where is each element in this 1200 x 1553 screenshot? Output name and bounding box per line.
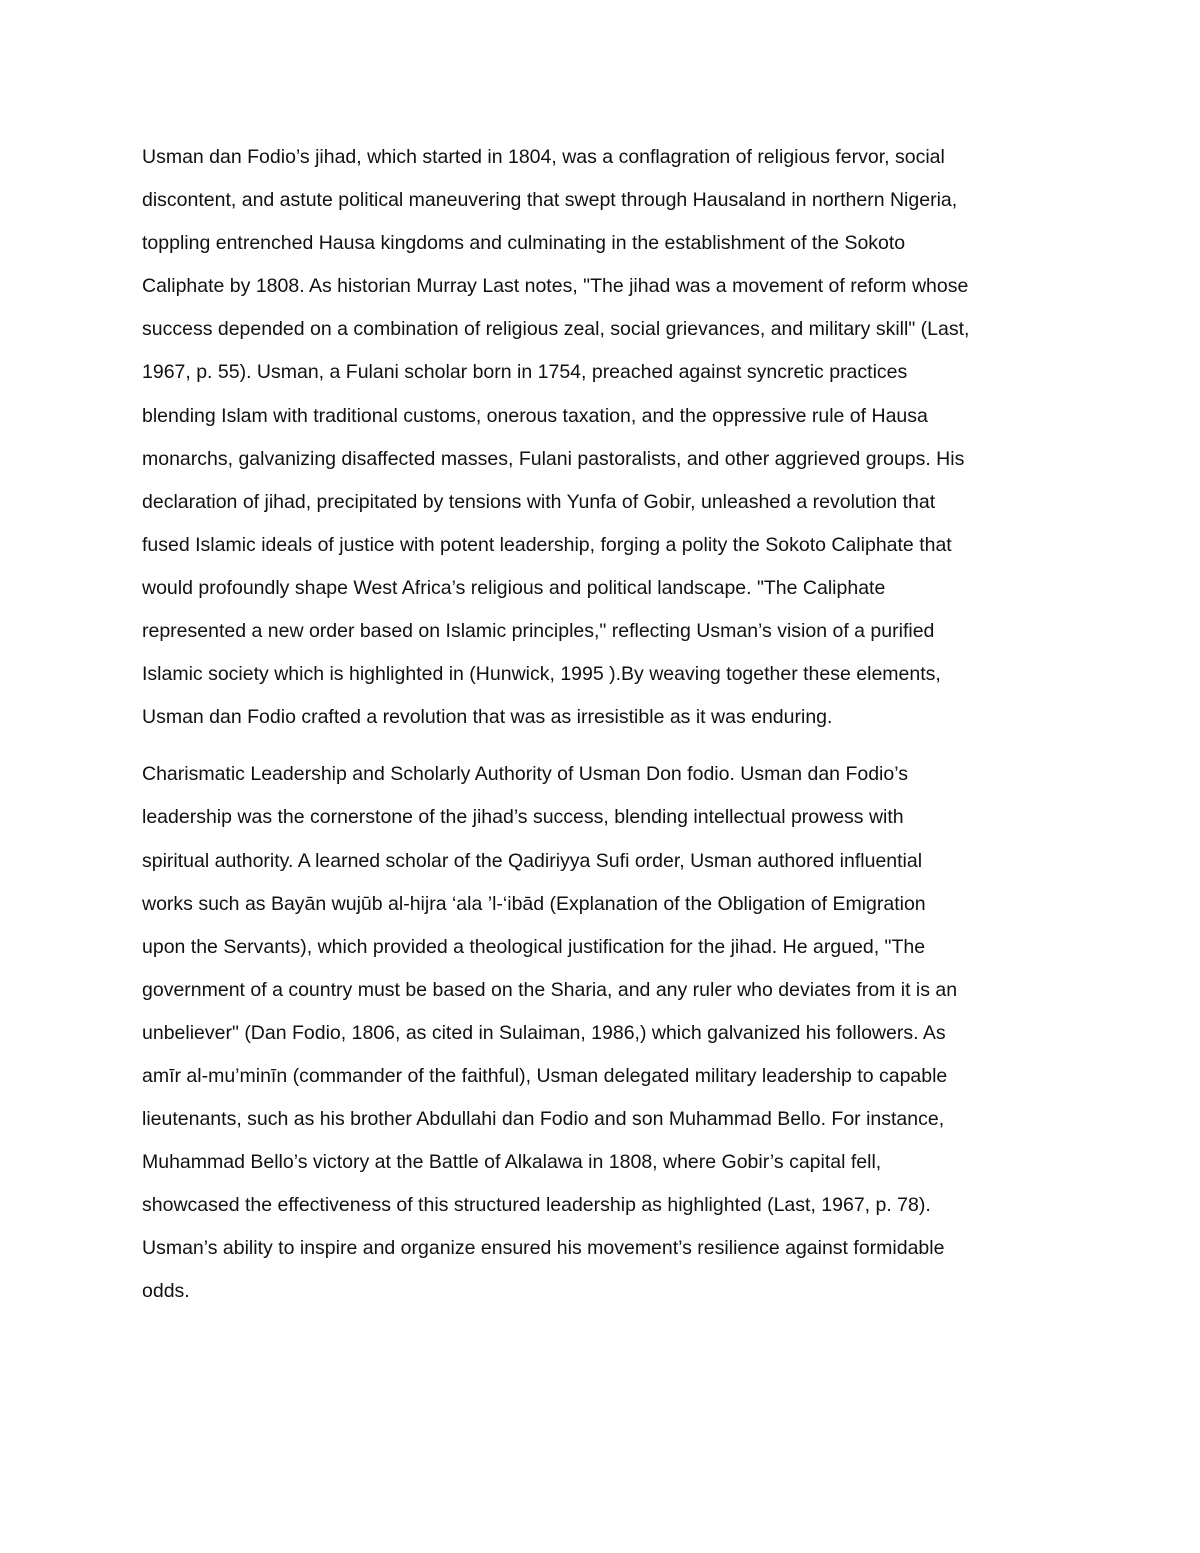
text-line: odds.: [142, 1280, 190, 1303]
document-body: [142, 136, 1067, 1314]
text-line: Islamic society which is highlighted in (Hunwick, 1995 ).By weaving together these elements,: [142, 663, 941, 686]
text-line: Caliphate by 1808. As historian Murray Last notes, "The jihad was a movement of reform whose: [142, 275, 969, 298]
text-line: Usman’s ability to inspire and organize ensured his movement’s resilience against formidable: [142, 1237, 945, 1260]
text-line: discontent, and astute political maneuvering that swept through Hausaland in northern Nigeria,: [142, 189, 958, 212]
text-line: leadership was the cornerstone of the jihad’s success, blending intellectual prowess with: [142, 806, 904, 829]
text-line: spiritual authority. A learned scholar of the Qadiriyya Sufi order, Usman authored influential: [142, 849, 923, 872]
text-line: fused Islamic ideals of justice with potent leadership, forging a polity the Sokoto Caliphate that: [142, 533, 952, 556]
text-line: Charismatic Leadership and Scholarly Authority of Usman Don fodio. Usman dan Fodio’s: [142, 763, 908, 786]
text-line: 1967, p. 55). Usman, a Fulani scholar born in 1754, preached against syncretic practices: [142, 361, 908, 384]
text-line: success depended on a combination of religious zeal, social grievances, and military skill" (Last,: [142, 318, 970, 341]
text-line: government of a country must be based on the Sharia, and any ruler who deviates from it is an: [142, 978, 958, 1001]
text-line: amīr al-mu’minīn (commander of the faithful), Usman delegated military leadership to capable: [142, 1064, 948, 1087]
paragraph-jihad-overview: [142, 136, 1067, 739]
paragraph-spacing: [142, 739, 1067, 753]
text-line: upon the Servants), which provided a theological justification for the jihad. He argued, "The: [142, 935, 926, 958]
text-line: Usman dan Fodio crafted a revolution that was as irresistible as it was enduring.: [142, 706, 833, 729]
text-line: toppling entrenched Hausa kingdoms and culminating in the establishment of the Sokoto: [142, 232, 906, 255]
text-line: would profoundly shape West Africa’s religious and political landscape. "The Caliphate: [142, 576, 886, 599]
text-line: unbeliever" (Dan Fodio, 1806, as cited in Sulaiman, 1986,) which galvanized his followers. As: [142, 1021, 946, 1044]
text-line: works such as Bayān wujūb al-hijra ‘ala ’l-‘ibād (Explanation of the Obligation of Emigration: [142, 892, 926, 915]
text-line: blending Islam with traditional customs, onerous taxation, and the oppressive rule of Hausa: [142, 404, 928, 427]
text-line: Muhammad Bello’s victory at the Battle of Alkalawa in 1808, where Gobir’s capital fell,: [142, 1151, 882, 1174]
text-line: declaration of jihad, precipitated by tensions with Yunfa of Gobir, unleashed a revolution that: [142, 490, 936, 513]
text-line: lieutenants, such as his brother Abdullahi dan Fodio and son Muhammad Bello. For instance,: [142, 1108, 945, 1131]
paragraph-leadership: [142, 753, 1067, 1313]
text-line: monarchs, galvanizing disaffected masses, Fulani pastoralists, and other aggrieved groups. His: [142, 447, 965, 470]
text-line: Usman dan Fodio’s jihad, which started in 1804, was a conflagration of religious fervor, social: [142, 146, 945, 168]
text-line: represented a new order based on Islamic principles," reflecting Usman’s vision of a purified: [142, 620, 935, 643]
text-line: showcased the effectiveness of this structured leadership as highlighted (Last, 1967, p. 78).: [142, 1194, 931, 1217]
